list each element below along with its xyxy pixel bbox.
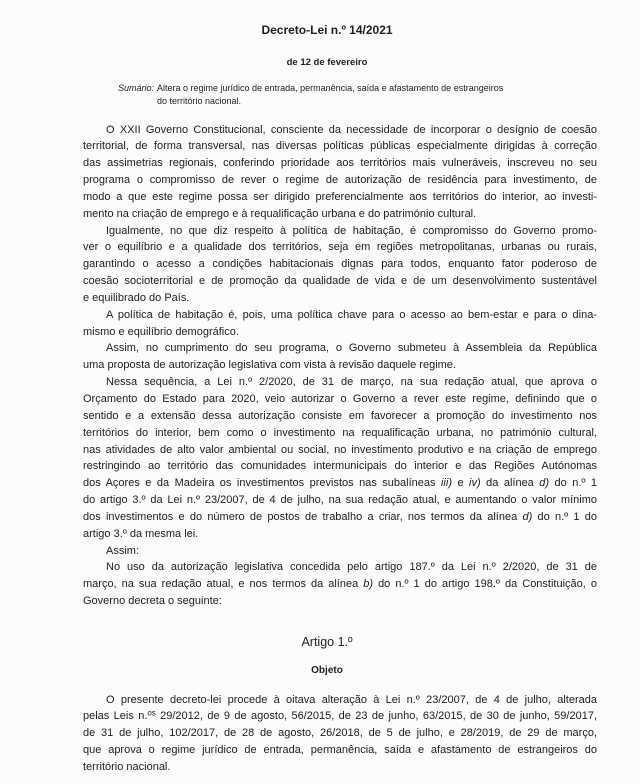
text-run: da alínea [480, 477, 540, 490]
paragraph-line: No uso da autorização legislativa concedida pelo artigo 187.º da Lei n.º 2/2020, de 31 de [106, 561, 597, 574]
paragraph-line: Orçamento do Estado para 2020, veio autorizar o Governo a rever este regime, definindo que o [83, 393, 597, 405]
paragraph-line: das assimetrias regionais, conferindo prioridade aos territórios mais vulneráveis, inscreveu no seu [83, 157, 597, 170]
paragraph-line: mismo e equilíbrio demográfico. [83, 325, 239, 338]
paragraph-line: territorial, de forma transversal, nas diversas políticas públicas especialmente dirigidas à correção [83, 140, 597, 153]
paragraph-line: programa o compromisso de rever o regime de autorização de residência para investimento, de [83, 174, 597, 187]
paragraph [83, 340, 597, 374]
paragraph-line: Assim, no cumprimento do seu programa, o Governo submeteu à Assembleia da República [106, 342, 597, 355]
paragraph-line: Governo decreta o seguinte: [83, 595, 222, 608]
text-run: do n.º 1 do artigo 198.º da Constituição, o [373, 578, 597, 591]
paragraph-line: Assim: [106, 544, 139, 557]
text-run: do n.º 1 [549, 477, 598, 490]
italic-run: iv) [469, 477, 481, 490]
summary-label: Sumário: [118, 82, 155, 93]
paragraph-line: O XXII Governo Constitucional, consciente da necessidade de incorporar o desígnio de coesão [106, 123, 597, 136]
paragraph-line: mento na criação de emprego e à requalificação urbana e do património cultural. [83, 207, 477, 220]
article-body [83, 692, 597, 777]
paragraph-line: de 31 de julho, 102/2017, de 28 de agosto, 26/2018, de 5 de julho, e 28/2019, de 29 de março, [83, 727, 597, 740]
italic-run: d) [539, 477, 550, 490]
text-run: março, na sua redação atual, e nos termos da alínea [83, 578, 364, 591]
paragraph-line [83, 509, 597, 526]
text-run: 29/2012, de 9 de agosto, 56/2015, de 23 de junho, 63/2015, de 30 de junho, 59/2017, [155, 710, 598, 723]
article-subject: Objeto [311, 665, 343, 676]
text-run: dos investimentos e do número de postos de trabalho a criar, nos termos da alínea [83, 510, 523, 523]
paragraph-line: restringindo ao território das comunidades intermunicipais do interior e das Regiões Autónomas [83, 460, 597, 473]
paragraph-line: modo a que este regime possa ser dirigido preferencialmente aos territórios do interior, ao investi- [83, 190, 597, 203]
paragraph-line: O presente decreto-lei procede à oitava alteração à Lei n.º 23/2007, de 4 de julho, alterada [106, 693, 597, 706]
italic-run: d) [522, 510, 533, 523]
paragraph [83, 307, 597, 341]
italic-run: b) [363, 578, 374, 591]
paragraph-line: e equilibrado do País. [83, 291, 190, 304]
text-run: do n.º 1 do [532, 510, 597, 523]
paragraph-line: A política de habitação é, pois, uma política chave para o acesso ao bem-estar e para o dina- [106, 308, 597, 321]
paragraph-line: uma proposta de autorização legislativa com vista à revisão daquele regime. [83, 359, 456, 372]
paragraph-line: territórios do interior, bem como o investimento na requalificação urbana, no património cultural, [83, 426, 597, 439]
preamble [83, 122, 597, 610]
summary-line: Altera o regime jurídico de entrada, permanência, saída e afastamento de estrangeiros [157, 82, 504, 93]
paragraph-line: nas atividades de alto valor ambiental ou social, no investimento produtivo e na criação de emprego [83, 443, 597, 456]
summary [118, 82, 588, 108]
paragraph-line [83, 576, 597, 593]
paragraph [83, 374, 597, 542]
summary-line: do território nacional. [157, 95, 242, 106]
paragraph [83, 692, 597, 777]
paragraph-line: coesão socioterritorial e de promoção da qualidade de vida e de um desenvolvimento sustentável [83, 275, 597, 288]
paragraph-line: território nacional. [83, 761, 171, 774]
paragraph-line: artigo 3.º da mesma lei. [83, 527, 199, 540]
text-run: pelas Leis n. [83, 710, 148, 723]
paragraph-line: que aprova o regime jurídico de entrada, permanência, saída e afastamento de estrangeiros do [83, 744, 597, 757]
paragraph-line: do artigo 3.º da Lei n.º 23/2007, de 4 de julho, na sua redação atual, e aumentando o valor mínimo [83, 494, 597, 507]
paragraph [83, 543, 597, 560]
article-heading: Artigo 1.º [301, 635, 353, 649]
summary-text [157, 82, 503, 108]
paragraph-line: sentido e a extensão dessa autorização consiste em favorecer a promoção do investimento nos [83, 409, 597, 422]
paragraph [83, 559, 597, 610]
paragraph [83, 122, 597, 223]
paragraph-line [83, 475, 597, 492]
paragraph-line: garantindo o acesso a condições habitacionais dignas para todos, enquanto fator poderoso de [83, 258, 597, 271]
paragraph-line: Igualmente, no que diz respeito à política de habitação, é compromisso do Governo promo- [106, 224, 597, 237]
document-title: Decreto-Lei n.º 14/2021 [261, 23, 393, 37]
superscript-run: os [147, 709, 156, 719]
document-date: de 12 de fevereiro [286, 57, 368, 68]
italic-run: iii) [440, 477, 452, 490]
paragraph-line [83, 708, 597, 725]
text-run: dos Açores e da Madeira os investimentos previstos nas subalíneas [83, 477, 441, 490]
paragraph-line: Nessa sequência, a Lei n.º 2/2020, de 31 de março, na sua redação atual, que aprova o [106, 376, 597, 389]
paragraph-line: ver o equilíbrio e a qualidade dos territórios, seja em regiões metropolitanas, urbanas ou rurais, [83, 241, 597, 254]
text-run: e [451, 477, 470, 490]
paragraph [83, 223, 597, 307]
